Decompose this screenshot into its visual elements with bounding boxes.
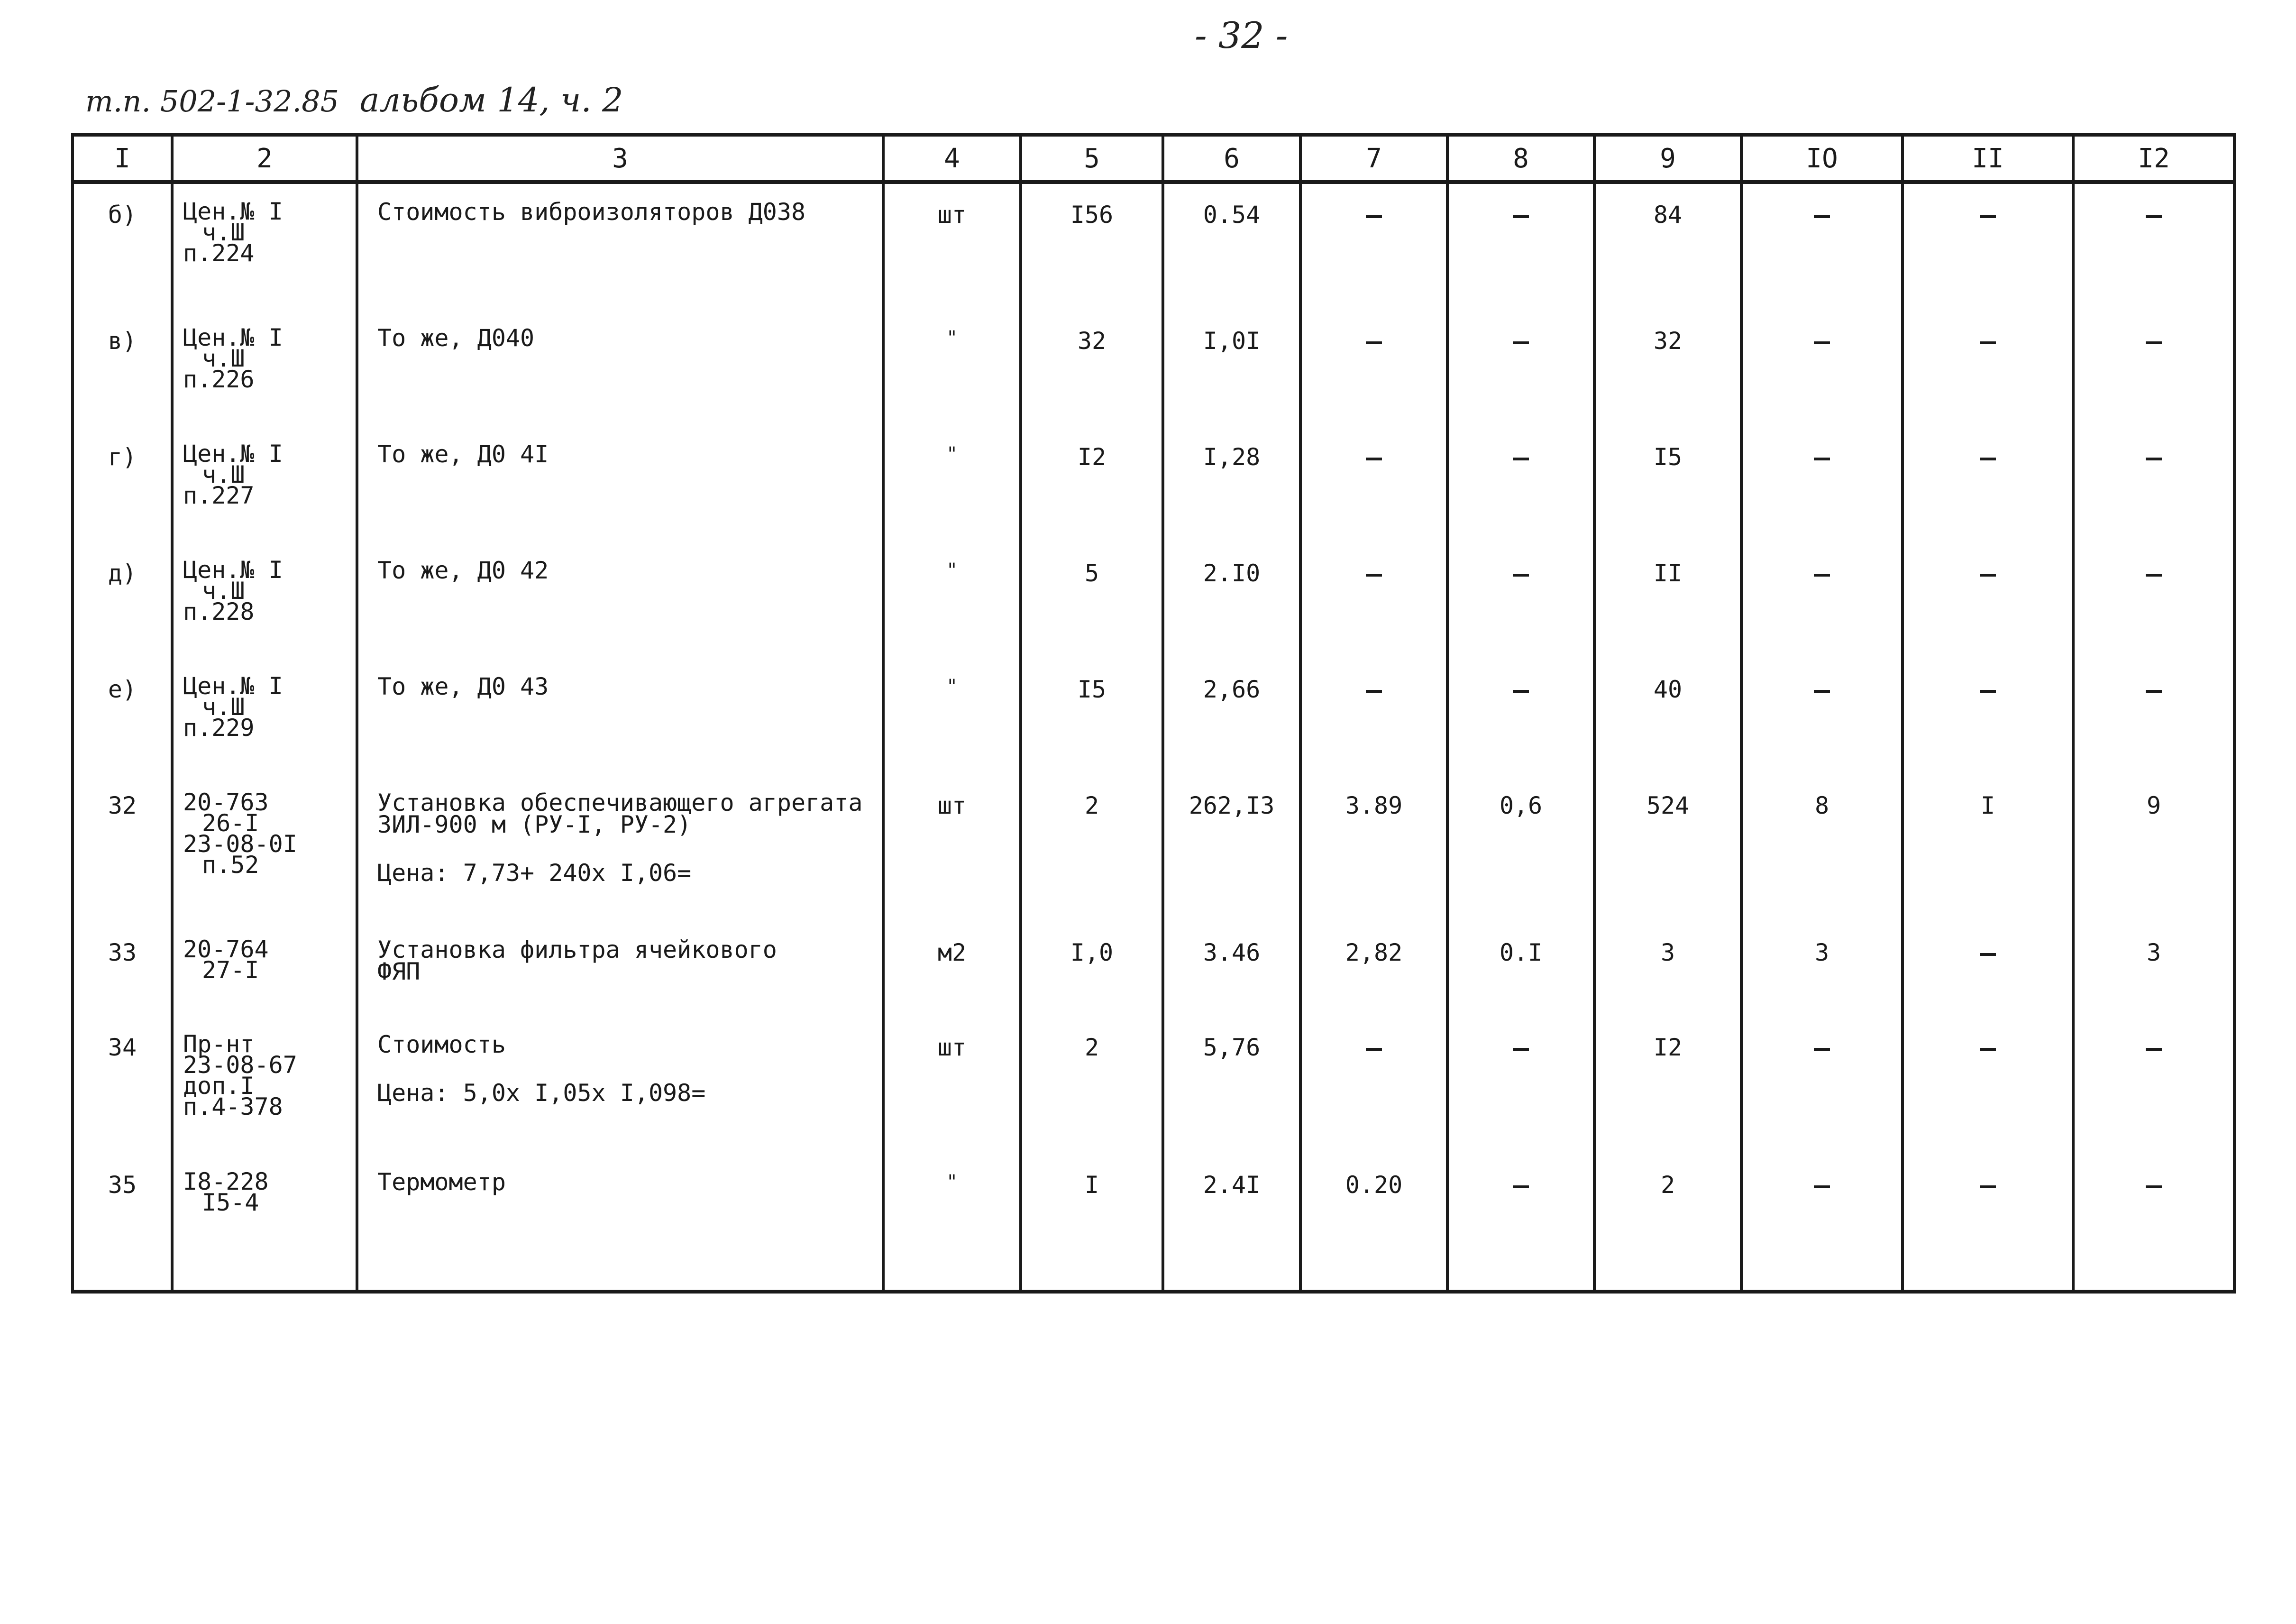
reference-line: Цен.№ I: [183, 672, 283, 700]
value-c7: [1300, 922, 1447, 1017]
item-description: [357, 310, 883, 426]
reference-code: [172, 659, 357, 775]
unit: ": [883, 310, 1021, 426]
description-line: То же, Д0 4I: [377, 440, 549, 468]
reference-line: п.229: [183, 714, 255, 742]
value-c12: [2073, 1154, 2234, 1292]
reference-code: [172, 426, 357, 542]
value-c10: [1741, 775, 1903, 922]
album-note: альбом 14, ч. 2: [359, 81, 623, 119]
value-c7: [1300, 775, 1447, 922]
table-row: [73, 182, 2234, 310]
cell-value: I2: [1077, 443, 1107, 471]
cell-value: 2.4I: [1203, 1171, 1261, 1199]
value-c6: [1163, 659, 1300, 775]
item-description: [357, 1017, 883, 1154]
item-description: [357, 659, 883, 775]
column-header: 5: [1021, 135, 1163, 182]
value-c5: [1021, 1154, 1163, 1292]
description-line: Установка обеспечивающего агрегата: [377, 789, 863, 817]
value-c11: [1903, 182, 2073, 310]
item-description: [357, 1154, 883, 1292]
column-header: 8: [1447, 135, 1594, 182]
dash-mark: [1814, 574, 1830, 577]
reference-line: ч.Ш: [202, 219, 245, 246]
reference-line: Цен.№ I: [183, 440, 283, 468]
dash-mark: [1366, 458, 1382, 460]
value-c8: [1447, 659, 1594, 775]
row-number: в): [73, 310, 172, 426]
reference-code: [172, 542, 357, 659]
dash-mark: [1513, 458, 1529, 460]
row-number: б): [73, 182, 172, 310]
dash-mark: [1513, 1048, 1529, 1051]
value-c5: [1021, 310, 1163, 426]
column-header: 2: [172, 135, 357, 182]
dash-mark: [1513, 1185, 1529, 1188]
cell-value: 2: [1660, 1171, 1675, 1199]
column-header: 9: [1594, 135, 1741, 182]
value-c11: [1903, 1017, 2073, 1154]
cell-value: 32: [1653, 327, 1683, 355]
reference-line: I8-228: [183, 1168, 269, 1195]
value-c5: [1021, 182, 1163, 310]
cell-value: 524: [1646, 792, 1690, 819]
cell-value: 5: [1084, 560, 1099, 587]
row-number: д): [73, 542, 172, 659]
item-description: [357, 922, 883, 1017]
column-number-row: [73, 135, 2234, 182]
page-number: - 32 -: [1195, 14, 1288, 56]
dash-mark: [1366, 341, 1382, 344]
cell-value: I: [1980, 792, 1995, 819]
row-number: е): [73, 659, 172, 775]
cell-value: 32: [1077, 327, 1107, 355]
cell-value: 2: [1084, 792, 1099, 819]
description-line: ФЯП: [377, 958, 421, 985]
reference-code: [172, 310, 357, 426]
value-c9: [1594, 1154, 1741, 1292]
value-c6: [1163, 182, 1300, 310]
column-header: 3: [357, 135, 883, 182]
value-c6: [1163, 1017, 1300, 1154]
dash-mark: [1366, 215, 1382, 218]
value-c12: [2073, 182, 2234, 310]
unit: ": [883, 426, 1021, 542]
cell-value: 3.46: [1203, 939, 1261, 966]
cell-value: I,28: [1203, 443, 1261, 471]
unit: ": [883, 1154, 1021, 1292]
table-row: [73, 775, 2234, 922]
dash-mark: [1366, 690, 1382, 693]
reference-line: п.226: [183, 366, 255, 393]
value-c7: [1300, 182, 1447, 310]
value-c9: [1594, 1017, 1741, 1154]
reference-line: доп.I: [183, 1072, 255, 1100]
column-header: 6: [1163, 135, 1300, 182]
item-description: [357, 775, 883, 922]
value-c11: [1903, 1154, 2073, 1292]
value-c11: [1903, 659, 2073, 775]
cell-value: II: [1653, 560, 1683, 587]
column-header: I2: [2073, 135, 2234, 182]
row-number: 33: [73, 922, 172, 1017]
row-number: г): [73, 426, 172, 542]
value-c12: [2073, 542, 2234, 659]
description-line: То же, Д0 42: [377, 557, 549, 584]
unit: ": [883, 542, 1021, 659]
row-number: 35: [73, 1154, 172, 1292]
cell-value: 3: [2146, 939, 2161, 966]
value-c12: [2073, 922, 2234, 1017]
reference-code: [172, 1017, 357, 1154]
reference-line: 20-764: [183, 936, 269, 963]
cell-value: I2: [1653, 1034, 1683, 1061]
dash-mark: [1366, 574, 1382, 577]
reference-code: [172, 922, 357, 1017]
value-c9: [1594, 426, 1741, 542]
dash-mark: [1980, 953, 1996, 956]
value-c10: [1741, 426, 1903, 542]
reference-line: 27-I: [202, 956, 259, 984]
document-reference: [85, 81, 623, 119]
cell-value: 8: [1814, 792, 1829, 819]
cell-value: I,0I: [1203, 327, 1261, 355]
reference-code: [172, 1154, 357, 1292]
reference-line: I5-4: [202, 1189, 259, 1216]
dash-mark: [1814, 1185, 1830, 1188]
value-c12: [2073, 659, 2234, 775]
value-c5: [1021, 542, 1163, 659]
dash-mark: [1980, 215, 1996, 218]
cell-value: 2.I0: [1203, 560, 1261, 587]
unit: ": [883, 659, 1021, 775]
value-c9: [1594, 310, 1741, 426]
value-c6: [1163, 426, 1300, 542]
value-c12: [2073, 426, 2234, 542]
dash-mark: [1980, 458, 1996, 460]
dash-mark: [1513, 690, 1529, 693]
cell-value: 0.20: [1345, 1171, 1403, 1199]
value-c10: [1741, 659, 1903, 775]
cell-value: I,0: [1070, 939, 1114, 966]
dash-mark: [2146, 458, 2162, 460]
value-c8: [1447, 775, 1594, 922]
cell-value: 2,66: [1203, 676, 1261, 703]
column-header: I: [73, 135, 172, 182]
unit: шт: [883, 1017, 1021, 1154]
column-header: 7: [1300, 135, 1447, 182]
column-header: II: [1903, 135, 2073, 182]
cell-value: I5: [1653, 443, 1683, 471]
price-formula: Цена: 7,73+ 240х I,06=: [377, 859, 692, 887]
value-c10: [1741, 542, 1903, 659]
value-c6: [1163, 310, 1300, 426]
description-line: Стоимость: [377, 1031, 506, 1058]
cell-value: I: [1084, 1171, 1099, 1199]
document-code: т.п. 502-1-32.85: [85, 84, 339, 119]
value-c5: [1021, 922, 1163, 1017]
value-c11: [1903, 922, 2073, 1017]
value-c12: [2073, 310, 2234, 426]
table-row: [73, 426, 2234, 542]
dash-mark: [1814, 458, 1830, 460]
unit: шт: [883, 182, 1021, 310]
dash-mark: [1814, 341, 1830, 344]
value-c11: [1903, 310, 2073, 426]
reference-line: 26-I: [202, 809, 259, 837]
value-c9: [1594, 542, 1741, 659]
value-c7: [1300, 426, 1447, 542]
value-c7: [1300, 659, 1447, 775]
cell-value: 9: [2146, 792, 2161, 819]
dash-mark: [1814, 1048, 1830, 1051]
reference-code: [172, 182, 357, 310]
dash-mark: [1513, 574, 1529, 577]
value-c5: [1021, 659, 1163, 775]
reference-line: 23-08-67: [183, 1051, 297, 1079]
value-c6: [1163, 1154, 1300, 1292]
dash-mark: [1980, 1048, 1996, 1051]
description-line: Термометр: [377, 1168, 506, 1196]
reference-line: Пр-нт: [183, 1030, 255, 1058]
reference-line: ч.Ш: [202, 577, 245, 605]
dash-mark: [2146, 1185, 2162, 1188]
reference-line: 20-763: [183, 789, 269, 816]
value-c11: [1903, 775, 2073, 922]
item-description: [357, 182, 883, 310]
value-c9: [1594, 659, 1741, 775]
dash-mark: [1980, 1185, 1996, 1188]
value-c11: [1903, 426, 2073, 542]
value-c12: [2073, 1017, 2234, 1154]
reference-code: [172, 775, 357, 922]
cell-value: 3: [1814, 939, 1829, 966]
dash-mark: [2146, 341, 2162, 344]
reference-line: 23-08-0I: [183, 830, 297, 858]
column-header: 4: [883, 135, 1021, 182]
reference-line: п.52: [202, 851, 259, 879]
dash-mark: [1814, 215, 1830, 218]
table-row: [73, 542, 2234, 659]
row-number: 34: [73, 1017, 172, 1154]
value-c8: [1447, 182, 1594, 310]
dash-mark: [2146, 1048, 2162, 1051]
value-c8: [1447, 1017, 1594, 1154]
value-c7: [1300, 310, 1447, 426]
value-c8: [1447, 1154, 1594, 1292]
table-row: [73, 1154, 2234, 1292]
dash-mark: [2146, 690, 2162, 693]
description-line: То же, Д0 43: [377, 673, 549, 700]
value-c10: [1741, 1017, 1903, 1154]
value-c8: [1447, 310, 1594, 426]
dash-mark: [1366, 1048, 1382, 1051]
cell-value: I5: [1077, 676, 1107, 703]
reference-line: Цен.№ I: [183, 198, 283, 225]
reference-line: Цен.№ I: [183, 324, 283, 351]
price-formula: Цена: 5,0х I,05х I,098=: [377, 1079, 706, 1107]
value-c10: [1741, 922, 1903, 1017]
value-c10: [1741, 1154, 1903, 1292]
cell-value: 0.54: [1203, 201, 1261, 229]
value-c9: [1594, 182, 1741, 310]
description-line: Стоимость виброизоляторов Д038: [377, 198, 806, 226]
estimate-table: [71, 133, 2236, 1294]
value-c5: [1021, 426, 1163, 542]
value-c9: [1594, 922, 1741, 1017]
unit: шт: [883, 775, 1021, 922]
value-c11: [1903, 542, 2073, 659]
unit: м2: [883, 922, 1021, 1017]
value-c8: [1447, 542, 1594, 659]
cell-value: 2: [1084, 1034, 1099, 1061]
dash-mark: [1814, 690, 1830, 693]
description-line: Установка фильтра ячейкового: [377, 936, 777, 963]
value-c7: [1300, 542, 1447, 659]
description-line: ЗИЛ-900 м (РУ-I, РУ-2): [377, 811, 692, 838]
value-c5: [1021, 775, 1163, 922]
table-row: [73, 659, 2234, 775]
reference-line: п.228: [183, 598, 255, 625]
description-line: То же, Д040: [377, 324, 535, 352]
reference-line: п.4-378: [183, 1093, 283, 1120]
cell-value: I56: [1070, 201, 1114, 229]
table-row: [73, 310, 2234, 426]
reference-line: ч.Ш: [202, 345, 245, 372]
value-c5: [1021, 1017, 1163, 1154]
dash-mark: [1513, 341, 1529, 344]
cell-value: 2,82: [1345, 939, 1403, 966]
cell-value: 5,76: [1203, 1034, 1261, 1061]
reference-line: п.227: [183, 482, 255, 509]
row-number: 32: [73, 775, 172, 922]
value-c12: [2073, 775, 2234, 922]
cell-value: 0.I: [1499, 939, 1543, 966]
reference-line: ч.Ш: [202, 693, 245, 721]
value-c7: [1300, 1017, 1447, 1154]
value-c9: [1594, 775, 1741, 922]
reference-line: ч.Ш: [202, 461, 245, 488]
cell-value: 40: [1653, 676, 1683, 703]
cell-value: 0,6: [1499, 792, 1543, 819]
table-row: [73, 1017, 2234, 1154]
value-c7: [1300, 1154, 1447, 1292]
value-c8: [1447, 922, 1594, 1017]
table-row: [73, 922, 2234, 1017]
value-c8: [1447, 426, 1594, 542]
value-c6: [1163, 542, 1300, 659]
dash-mark: [1980, 690, 1996, 693]
dash-mark: [1513, 215, 1529, 218]
item-description: [357, 542, 883, 659]
dash-mark: [2146, 215, 2162, 218]
cell-value: 3: [1660, 939, 1675, 966]
column-header: IO: [1741, 135, 1903, 182]
cell-value: 84: [1653, 201, 1683, 229]
value-c6: [1163, 775, 1300, 922]
dash-mark: [1980, 341, 1996, 344]
cell-value: 3.89: [1345, 792, 1403, 819]
value-c10: [1741, 182, 1903, 310]
dash-mark: [1980, 574, 1996, 577]
value-c6: [1163, 922, 1300, 1017]
reference-line: п.224: [183, 239, 255, 267]
cell-value: 262,I3: [1189, 792, 1275, 819]
reference-line: Цен.№ I: [183, 556, 283, 584]
dash-mark: [2146, 574, 2162, 577]
value-c10: [1741, 310, 1903, 426]
item-description: [357, 426, 883, 542]
